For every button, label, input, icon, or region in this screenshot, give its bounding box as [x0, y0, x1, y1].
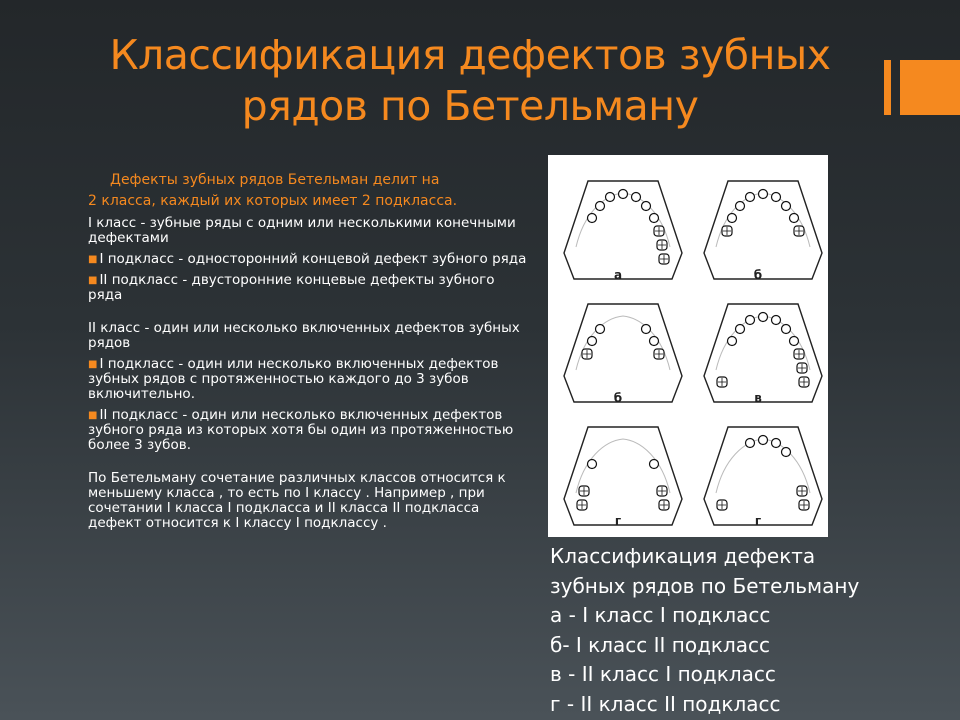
caption-line-5: в - II класс I подкласс	[550, 662, 776, 686]
tooth	[759, 190, 768, 199]
class-2-text: II класс - один или несколько включенных дефектов зубных рядов	[88, 320, 520, 351]
tooth	[588, 460, 597, 469]
label-b1: б	[753, 268, 763, 282]
dental-arch	[564, 181, 682, 279]
tooth	[650, 214, 659, 223]
bullet-square-icon: ■	[88, 275, 98, 286]
decor-bar-thin	[884, 60, 891, 115]
class-1-sub-1	[88, 252, 528, 267]
tooth	[772, 193, 781, 202]
tooth	[782, 448, 791, 457]
slide-title-line-2: рядов по Бетельману	[241, 82, 699, 130]
caption-line-4: б- I класс II подкласс	[550, 632, 771, 657]
caption-line-3: а - I класс I подкласс	[550, 603, 771, 627]
label-g2: г	[754, 514, 762, 528]
bullet-square-icon: ■	[88, 410, 98, 421]
caption-line-6: г - II класс II подкласс	[550, 691, 781, 716]
intro	[88, 170, 528, 212]
figure-caption	[550, 542, 910, 719]
tooth	[606, 193, 615, 202]
class-2-sub-2	[88, 408, 528, 453]
dental-arch	[704, 427, 822, 525]
tooth	[782, 202, 791, 211]
tooth	[642, 202, 651, 211]
tooth	[650, 337, 659, 346]
tooth	[746, 193, 755, 202]
tooth	[790, 214, 799, 223]
label-v: в	[754, 391, 762, 405]
bullet-square-icon: ■	[88, 359, 98, 370]
label-g1: г	[614, 514, 622, 528]
tooth	[759, 436, 768, 445]
class-2-sub-1-text: I подкласс - один или несколько включенных дефектов зубных рядов с протяженностью каждого до 3 зубов включительно.	[88, 356, 499, 402]
tooth	[642, 325, 651, 334]
tooth	[596, 325, 605, 334]
class-1-sub-2-text: II подкласс - двусторонние концевые дефекты зубного ряда	[88, 272, 495, 303]
dental-arch	[564, 304, 682, 402]
class-2-sub-2-text: II подкласс - один или несколько включенных дефектов зубного ряда из которых хотя бы один из протяженностью более 3 зубов.	[88, 407, 514, 453]
dental-arches-svg	[548, 155, 828, 537]
dental-arch	[704, 181, 822, 279]
tooth	[728, 337, 737, 346]
intro-line-1: Дефекты зубных рядов Бетельман делит на	[110, 172, 440, 188]
class-1-sub-2	[88, 273, 528, 303]
caption-line-1: Классификация дефекта	[550, 544, 816, 568]
dental-arches-figure	[548, 155, 828, 537]
tooth	[588, 337, 597, 346]
tooth	[772, 316, 781, 325]
label-a: а	[613, 268, 623, 282]
tooth	[736, 325, 745, 334]
tooth	[728, 214, 737, 223]
tooth	[736, 202, 745, 211]
tooth	[782, 325, 791, 334]
tooth	[790, 337, 799, 346]
intro-line-2: 2 класса, каждый их которых имеет 2 подкласса.	[88, 193, 458, 209]
label-b2: б	[613, 391, 623, 405]
caption-line-2: зубных рядов по Бетельману	[550, 573, 860, 598]
rule-text: По Бетельману сочетание различных классов относится к меньшему класса , то есть по I классу . Например , при сочетании I класса I подкласса и II класса II подкласса дефект относится к I классу I подклассу .	[88, 470, 506, 531]
slide-title-line-1: Классификация дефектов зубных	[109, 31, 831, 79]
class-1-sub-1-text: I подкласс - односторонний концевой дефект зубного ряда	[99, 251, 527, 267]
decor-bar-block	[900, 60, 960, 115]
dental-arch	[704, 304, 822, 402]
tooth	[772, 439, 781, 448]
body-text	[88, 170, 528, 531]
class-2-sub-1	[88, 357, 528, 402]
tooth	[650, 460, 659, 469]
tooth	[596, 202, 605, 211]
class-1-text: I класс - зубные ряды с одним или несколькими конечными дефектами	[88, 215, 516, 246]
slide-title	[60, 30, 880, 132]
tooth	[746, 316, 755, 325]
tooth	[746, 439, 755, 448]
tooth	[632, 193, 641, 202]
tooth	[588, 214, 597, 223]
tooth	[759, 313, 768, 322]
tooth	[619, 190, 628, 199]
dental-arch	[564, 427, 682, 525]
bullet-square-icon: ■	[88, 254, 98, 265]
